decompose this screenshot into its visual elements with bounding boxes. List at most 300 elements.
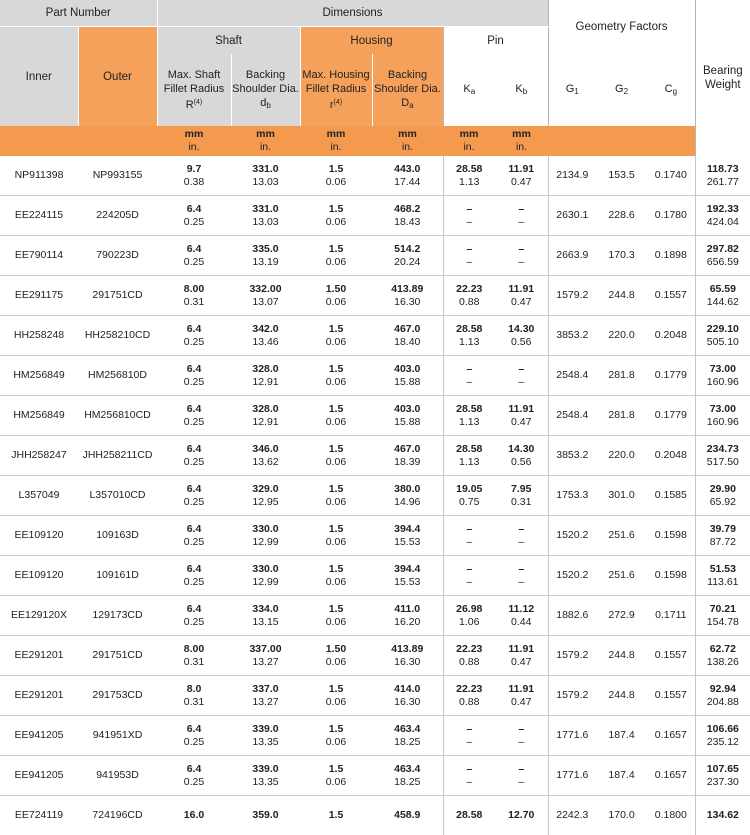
cell-shaft-shoulder-mm: 331.0	[231, 163, 300, 176]
cell-housing-fillet-mm: 1.5	[300, 323, 372, 336]
cell-shaft-shoulder-mm: 328.0	[231, 403, 300, 416]
cell-housing-fillet	[300, 636, 372, 676]
cell-shaft-shoulder	[231, 556, 300, 596]
unit-in: in.	[330, 141, 341, 153]
cell-pin-ka-in: 1.06	[444, 616, 496, 629]
cell-pin-kb-mm: 14.30	[495, 443, 548, 456]
cell-pin-ka	[443, 676, 495, 716]
cell-shaft-shoulder-mm: 346.0	[231, 443, 300, 456]
cell-shaft-fillet	[157, 676, 231, 716]
cell-pin-ka	[443, 556, 495, 596]
cell-housing-fillet	[300, 156, 372, 196]
cell-pin-kb-in: 0.56	[495, 336, 548, 349]
cell-weight-in: 87.72	[696, 536, 750, 549]
cell-outer: 941953D	[78, 756, 157, 796]
cell-pin-kb-mm: 11.12	[495, 603, 548, 616]
cell-pin-ka-mm: –	[444, 563, 496, 576]
cell-housing-shoulder	[372, 396, 443, 436]
cell-weight	[695, 156, 750, 196]
header-geometry-factors: Geometry Factors	[548, 0, 695, 54]
cell-g1: 1771.6	[548, 716, 596, 756]
cell-weight-mm: 39.79	[696, 523, 750, 536]
table-row	[0, 396, 750, 436]
cell-housing-shoulder-in: 16.30	[372, 296, 443, 309]
cell-shaft-shoulder-in: 13.15	[231, 616, 300, 629]
cell-pin-ka	[443, 276, 495, 316]
cell-g1: 3853.2	[548, 316, 596, 356]
cell-shaft-shoulder-mm: 339.0	[231, 723, 300, 736]
cell-shaft-shoulder	[231, 636, 300, 676]
cell-housing-shoulder-in: 15.53	[372, 576, 443, 589]
cell-weight	[695, 356, 750, 396]
cell-pin-ka-mm: –	[444, 203, 496, 216]
cell-shaft-fillet	[157, 716, 231, 756]
cell-cg: 0.1779	[647, 356, 695, 396]
cell-housing-fillet-mm: 1.5	[300, 809, 372, 822]
cell-shaft-shoulder-in: 13.19	[231, 256, 300, 269]
cell-pin-kb-mm: 11.91	[495, 683, 548, 696]
cell-inner: JHH258247	[0, 436, 78, 476]
cell-g2: 272.9	[596, 596, 647, 636]
cell-shaft-shoulder	[231, 236, 300, 276]
cell-housing-shoulder-mm: 380.0	[372, 483, 443, 496]
cell-weight-mm: 92.94	[696, 683, 750, 696]
cell-housing-fillet	[300, 516, 372, 556]
cell-inner: EE941205	[0, 756, 78, 796]
cell-weight-mm: 51.53	[696, 563, 750, 576]
cell-cg: 0.1557	[647, 636, 695, 676]
max-housing-fillet-symbol: r	[330, 99, 334, 111]
cell-g2: 187.4	[596, 756, 647, 796]
footnote-4: (4)	[194, 99, 203, 106]
cell-shaft-shoulder-mm: 330.0	[231, 563, 300, 576]
cell-shaft-shoulder-mm: 337.0	[231, 683, 300, 696]
cell-inner: EE291201	[0, 676, 78, 716]
cell-housing-fillet-in: 0.06	[300, 536, 372, 549]
cell-housing-fillet-in: 0.06	[300, 376, 372, 389]
cell-cg: 0.1657	[647, 756, 695, 796]
cell-shaft-shoulder	[231, 796, 300, 835]
cell-weight-in: 65.92	[696, 496, 750, 509]
cell-housing-fillet	[300, 476, 372, 516]
cell-weight-in: 424.04	[696, 216, 750, 229]
cell-pin-kb-mm: –	[495, 763, 548, 776]
cell-pin-ka-in: 0.88	[444, 296, 496, 309]
cell-housing-fillet-mm: 1.5	[300, 723, 372, 736]
housing-symbol: D	[401, 97, 409, 109]
cell-pin-kb	[495, 276, 548, 316]
cell-pin-ka-mm: 22.23	[444, 683, 496, 696]
cell-pin-kb-in: 0.47	[495, 696, 548, 709]
cell-shaft-shoulder-in: 12.99	[231, 576, 300, 589]
cell-cg: 0.1779	[647, 396, 695, 436]
cell-pin-kb-mm: –	[495, 203, 548, 216]
cell-shaft-shoulder-in: 12.91	[231, 416, 300, 429]
max-shaft-fillet-label: Max. Shaft Fillet Radius	[164, 69, 225, 95]
cell-g1: 1579.2	[548, 676, 596, 716]
cell-shaft-fillet-in: 0.25	[157, 496, 231, 509]
cell-pin-ka-in: –	[444, 536, 496, 549]
header-housing-backing-shoulder	[372, 54, 443, 126]
cell-housing-shoulder	[372, 356, 443, 396]
cell-shaft-fillet	[157, 356, 231, 396]
cell-shaft-fillet-mm: 16.0	[157, 809, 231, 822]
cell-cg: 0.1557	[647, 676, 695, 716]
unit-in: in.	[188, 141, 199, 153]
cell-shaft-shoulder-mm: 334.0	[231, 603, 300, 616]
header-outer: Outer	[78, 27, 157, 127]
cell-weight	[695, 756, 750, 796]
cell-pin-kb-mm: –	[495, 563, 548, 576]
cell-weight	[695, 316, 750, 356]
cell-pin-ka-mm: –	[444, 763, 496, 776]
cell-weight-in: 204.88	[696, 696, 750, 709]
cell-housing-fillet	[300, 316, 372, 356]
cell-weight-in: 261.77	[696, 176, 750, 189]
cell-pin-kb-mm: –	[495, 243, 548, 256]
cell-weight	[695, 196, 750, 236]
table-row	[0, 556, 750, 596]
cell-outer: 291751CD	[78, 276, 157, 316]
units-row	[0, 126, 750, 156]
cell-shaft-fillet	[157, 276, 231, 316]
cell-weight-mm: 73.00	[696, 363, 750, 376]
cell-housing-shoulder-mm: 463.4	[372, 723, 443, 736]
cell-shaft-fillet-in: 0.25	[157, 216, 231, 229]
cell-pin-ka	[443, 236, 495, 276]
cell-housing-shoulder-in: 16.30	[372, 656, 443, 669]
cell-housing-fillet-in: 0.06	[300, 576, 372, 589]
cell-shaft-fillet	[157, 236, 231, 276]
cell-pin-kb-mm: 11.91	[495, 163, 548, 176]
cell-shaft-fillet-mm: 8.0	[157, 683, 231, 696]
cell-pin-ka	[443, 356, 495, 396]
cell-g1: 1520.2	[548, 516, 596, 556]
cell-weight	[695, 476, 750, 516]
cell-pin-kb	[495, 356, 548, 396]
unit-mm: mm	[256, 128, 275, 140]
cell-housing-shoulder-in: 18.43	[372, 216, 443, 229]
cell-housing-shoulder	[372, 596, 443, 636]
cell-shaft-fillet-mm: 8.00	[157, 283, 231, 296]
cell-shaft-fillet-in: 0.25	[157, 736, 231, 749]
cell-weight-mm: 229.10	[696, 323, 750, 336]
cell-shaft-fillet-mm: 6.4	[157, 243, 231, 256]
table-row	[0, 516, 750, 556]
cell-weight-in: 237.30	[696, 776, 750, 789]
cell-shaft-fillet-in: 0.25	[157, 376, 231, 389]
cell-housing-fillet-mm: 1.5	[300, 683, 372, 696]
cell-shaft-shoulder-in: 12.91	[231, 376, 300, 389]
cell-cg: 0.1598	[647, 556, 695, 596]
cell-shaft-fillet-in: 0.25	[157, 456, 231, 469]
cell-weight-mm: 62.72	[696, 643, 750, 656]
unit-blank	[0, 126, 78, 156]
cell-outer: 109163D	[78, 516, 157, 556]
table-row	[0, 196, 750, 236]
table-row	[0, 276, 750, 316]
unit-mm: mm	[327, 128, 346, 140]
cell-shaft-shoulder-mm: 342.0	[231, 323, 300, 336]
cell-outer: 941951XD	[78, 716, 157, 756]
cell-weight-mm: 192.33	[696, 203, 750, 216]
cell-pin-kb-mm: 11.91	[495, 643, 548, 656]
cell-housing-shoulder-in: 15.88	[372, 416, 443, 429]
max-shaft-fillet-symbol: R	[186, 99, 194, 111]
cell-g1: 1579.2	[548, 276, 596, 316]
housing-symbol-sub: a	[409, 101, 413, 110]
cell-outer: HM256810D	[78, 356, 157, 396]
cell-pin-kb-in: 0.47	[495, 656, 548, 669]
cell-shaft-fillet	[157, 556, 231, 596]
cell-g1: 1753.3	[548, 476, 596, 516]
cell-g2: 281.8	[596, 356, 647, 396]
cell-outer: 790223D	[78, 236, 157, 276]
cell-housing-fillet-mm: 1.5	[300, 243, 372, 256]
unit-in: in.	[463, 141, 474, 153]
cell-cg: 0.1800	[647, 796, 695, 835]
cell-cg: 0.1740	[647, 156, 695, 196]
cell-shaft-fillet-mm: 6.4	[157, 603, 231, 616]
cell-pin-ka-mm: 28.58	[444, 323, 496, 336]
cell-weight-in: 656.59	[696, 256, 750, 269]
cell-shaft-shoulder-in: 13.03	[231, 216, 300, 229]
cell-housing-shoulder	[372, 796, 443, 835]
cell-housing-shoulder-in: 16.20	[372, 616, 443, 629]
cell-housing-shoulder-in: 18.39	[372, 456, 443, 469]
cell-pin-kb	[495, 636, 548, 676]
cell-pin-kb-mm: –	[495, 723, 548, 736]
cell-housing-fillet	[300, 196, 372, 236]
cell-cg: 0.2048	[647, 436, 695, 476]
cell-cg: 0.1557	[647, 276, 695, 316]
cell-pin-kb	[495, 596, 548, 636]
cell-g2: 220.0	[596, 316, 647, 356]
table-body	[0, 156, 750, 835]
cell-g1: 2630.1	[548, 196, 596, 236]
cell-shaft-fillet-mm: 9.7	[157, 163, 231, 176]
cell-weight	[695, 556, 750, 596]
cell-housing-fillet-in: 0.06	[300, 256, 372, 269]
kb-symbol: K	[515, 83, 522, 95]
cell-cg: 0.1898	[647, 236, 695, 276]
cell-housing-fillet-in: 0.06	[300, 736, 372, 749]
ka-symbol: K	[463, 83, 470, 95]
header-cg	[647, 54, 695, 126]
cell-shaft-shoulder	[231, 356, 300, 396]
cell-shaft-fillet-mm: 6.4	[157, 203, 231, 216]
cell-housing-shoulder	[372, 236, 443, 276]
cell-weight-mm: 29.90	[696, 483, 750, 496]
cell-weight	[695, 516, 750, 556]
cell-pin-ka	[443, 516, 495, 556]
cell-g2: 153.5	[596, 156, 647, 196]
cell-outer: 224205D	[78, 196, 157, 236]
cell-inner: HM256849	[0, 396, 78, 436]
cell-pin-ka-in: –	[444, 736, 496, 749]
max-housing-fillet-label: Max. Housing Fillet Radius	[302, 69, 369, 95]
cell-housing-shoulder	[372, 516, 443, 556]
cell-pin-kb-mm: –	[495, 523, 548, 536]
g2-symbol: G	[615, 83, 624, 95]
cell-weight-mm: 107.65	[696, 763, 750, 776]
cell-shaft-fillet-in: 0.31	[157, 656, 231, 669]
cell-pin-ka-in: 0.88	[444, 696, 496, 709]
cell-shaft-shoulder-mm: 339.0	[231, 763, 300, 776]
unit-ka	[443, 126, 495, 156]
cell-g1: 1882.6	[548, 596, 596, 636]
cell-shaft-shoulder-mm: 337.00	[231, 643, 300, 656]
cell-weight	[695, 716, 750, 756]
header-dimensions: Dimensions	[157, 0, 548, 27]
cell-shaft-fillet	[157, 516, 231, 556]
cell-shaft-fillet-in: 0.25	[157, 336, 231, 349]
cell-pin-ka	[443, 716, 495, 756]
cell-pin-kb-in: –	[495, 776, 548, 789]
cell-shaft-fillet	[157, 596, 231, 636]
cell-housing-shoulder-mm: 414.0	[372, 683, 443, 696]
header-inner: Inner	[0, 27, 78, 127]
cell-cg: 0.1585	[647, 476, 695, 516]
cell-housing-shoulder-mm: 413.89	[372, 643, 443, 656]
cell-shaft-shoulder	[231, 596, 300, 636]
cell-shaft-fillet-in: 0.25	[157, 416, 231, 429]
cell-pin-ka-mm: 26.98	[444, 603, 496, 616]
cell-shaft-shoulder	[231, 276, 300, 316]
cell-housing-fillet-mm: 1.5	[300, 523, 372, 536]
table-row	[0, 316, 750, 356]
cell-g2: 170.0	[596, 796, 647, 835]
cell-inner: EE724119	[0, 796, 78, 835]
cell-pin-ka-in: 1.13	[444, 416, 496, 429]
cell-weight-mm: 297.82	[696, 243, 750, 256]
cell-housing-fillet-in: 0.06	[300, 776, 372, 789]
cell-housing-fillet	[300, 796, 372, 835]
cell-pin-kb-in: 0.47	[495, 176, 548, 189]
cell-pin-kb-mm: 11.91	[495, 403, 548, 416]
cell-shaft-fillet	[157, 396, 231, 436]
header-max-shaft-fillet	[157, 54, 231, 126]
cell-housing-shoulder-in: 18.25	[372, 736, 443, 749]
cell-housing-shoulder-in: 14.96	[372, 496, 443, 509]
cell-shaft-fillet-mm: 6.4	[157, 723, 231, 736]
cell-housing-shoulder	[372, 476, 443, 516]
cell-cg: 0.2048	[647, 316, 695, 356]
cell-inner: HH258248	[0, 316, 78, 356]
cell-housing-fillet	[300, 676, 372, 716]
cell-housing-shoulder	[372, 676, 443, 716]
cell-outer: 291753CD	[78, 676, 157, 716]
cell-housing-fillet	[300, 556, 372, 596]
cell-inner: EE129120X	[0, 596, 78, 636]
header-housing: Housing	[300, 27, 443, 55]
unit-housing-shoulder	[372, 126, 443, 156]
cell-housing-fillet-mm: 1.50	[300, 643, 372, 656]
header-max-housing-fillet	[300, 54, 372, 126]
cell-pin-ka-in: –	[444, 216, 496, 229]
cell-housing-fillet-mm: 1.5	[300, 563, 372, 576]
cell-housing-fillet-in: 0.06	[300, 216, 372, 229]
cell-housing-shoulder-mm: 468.2	[372, 203, 443, 216]
cell-pin-kb-mm: 11.91	[495, 283, 548, 296]
cell-pin-ka-mm: 28.58	[444, 163, 496, 176]
cell-g2: 228.6	[596, 196, 647, 236]
cell-pin-kb	[495, 316, 548, 356]
cell-shaft-shoulder-in: 13.07	[231, 296, 300, 309]
unit-mm: mm	[512, 128, 531, 140]
cell-shaft-shoulder	[231, 196, 300, 236]
cell-g2: 244.8	[596, 676, 647, 716]
cell-pin-ka-in: 0.75	[444, 496, 496, 509]
cell-shaft-fillet-mm: 6.4	[157, 523, 231, 536]
cell-pin-kb-in: –	[495, 536, 548, 549]
cell-weight-mm: 65.59	[696, 283, 750, 296]
cell-g2: 170.3	[596, 236, 647, 276]
cell-g1: 2548.4	[548, 356, 596, 396]
cell-pin-ka-in: 1.13	[444, 176, 496, 189]
cell-shaft-fillet-in: 0.25	[157, 576, 231, 589]
cell-g1: 2663.9	[548, 236, 596, 276]
cell-shaft-shoulder-in: 12.99	[231, 536, 300, 549]
cell-housing-fillet-in: 0.06	[300, 496, 372, 509]
header-g1	[548, 54, 596, 126]
cell-pin-kb	[495, 196, 548, 236]
cell-shaft-fillet-mm: 8.00	[157, 643, 231, 656]
shaft-symbol-sub: b	[266, 101, 270, 110]
cell-housing-shoulder-mm: 514.2	[372, 243, 443, 256]
cell-housing-fillet-in: 0.06	[300, 176, 372, 189]
cell-pin-kb-in: –	[495, 216, 548, 229]
cell-housing-shoulder	[372, 556, 443, 596]
unit-mm: mm	[398, 128, 417, 140]
cell-weight-in: 160.96	[696, 416, 750, 429]
cell-housing-fillet-mm: 1.5	[300, 443, 372, 456]
cell-shaft-fillet	[157, 156, 231, 196]
cell-inner: EE291175	[0, 276, 78, 316]
footnote-4: (4)	[334, 99, 343, 106]
cell-weight	[695, 596, 750, 636]
cell-shaft-shoulder-mm: 329.0	[231, 483, 300, 496]
cell-housing-shoulder-mm: 394.4	[372, 523, 443, 536]
cell-pin-ka	[443, 636, 495, 676]
cell-housing-fillet-mm: 1.5	[300, 603, 372, 616]
cell-g2: 251.6	[596, 516, 647, 556]
cell-weight-mm: 234.73	[696, 443, 750, 456]
cell-shaft-fillet-mm: 6.4	[157, 403, 231, 416]
unit-shaft-shoulder	[231, 126, 300, 156]
unit-blank	[647, 126, 695, 156]
cell-housing-shoulder-mm: 467.0	[372, 323, 443, 336]
cell-housing-shoulder	[372, 156, 443, 196]
cell-g1: 1579.2	[548, 636, 596, 676]
table-row	[0, 436, 750, 476]
cell-shaft-fillet-mm: 6.4	[157, 363, 231, 376]
cell-cg: 0.1657	[647, 716, 695, 756]
cell-weight	[695, 436, 750, 476]
cell-weight	[695, 276, 750, 316]
cell-pin-ka-mm: 28.58	[444, 443, 496, 456]
table-row	[0, 796, 750, 835]
cell-weight	[695, 796, 750, 835]
cell-housing-shoulder-mm: 403.0	[372, 403, 443, 416]
cell-shaft-fillet-in: 0.25	[157, 536, 231, 549]
cell-housing-fillet-in: 0.06	[300, 416, 372, 429]
cg-sub: g	[673, 87, 677, 96]
cell-outer: 109161D	[78, 556, 157, 596]
cell-pin-kb-mm: 14.30	[495, 323, 548, 336]
cell-g2: 301.0	[596, 476, 647, 516]
cell-outer: JHH258211CD	[78, 436, 157, 476]
